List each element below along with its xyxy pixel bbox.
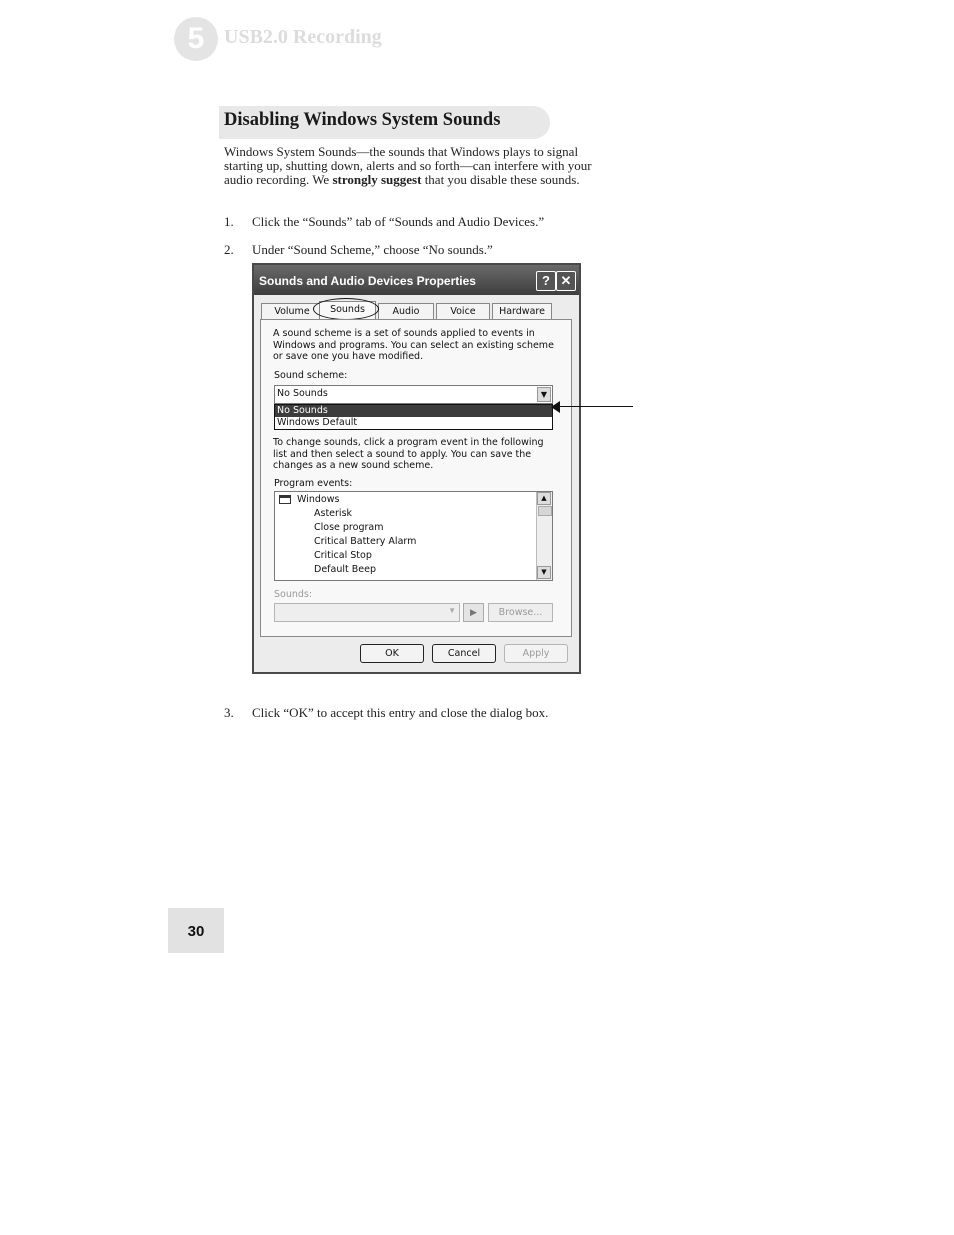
events-scrollbar[interactable] [536,492,552,580]
scheme-description: A sound scheme is a set of sounds applied to events in Windows and programs. You can select an existing scheme or save one you have modified. [273,328,554,363]
chapter-title: USB2.0 Recording [224,26,382,48]
tab-voice[interactable]: Voice [436,303,490,319]
step-number: 3. [224,705,234,720]
step-3 [224,705,548,721]
step-number: 2. [224,242,234,257]
sound-scheme-value: No Sounds [277,388,328,399]
section-heading: Disabling Windows System Sounds [224,110,501,130]
dialog-title: Sounds and Audio Devices Properties [259,274,476,288]
browse-button[interactable]: Browse... [488,603,553,622]
apply-button[interactable]: Apply [504,644,568,663]
tab-volume[interactable]: Volume [261,303,323,319]
tab-audio[interactable]: Audio [378,303,434,319]
step-1 [224,214,544,230]
help-button[interactable]: ? [536,271,556,291]
step-2 [224,242,493,258]
window-icon [279,495,291,504]
scroll-up-icon[interactable]: ▲ [537,492,551,505]
intro-text: Windows System Sounds—the sounds that Windows plays to signal starting up, shutting down, alerts and so forth—can interfere with your audio recording. We [224,144,592,187]
sound-scheme-select[interactable] [274,385,553,404]
dialog-titlebar [254,265,579,295]
event-item[interactable]: Default Beep [314,564,376,575]
intro-emphasis: strongly suggest [332,172,422,187]
dropdown-option-windows-default[interactable]: Windows Default [277,417,358,428]
change-sounds-text: To change sounds, click a program event in the following list and then select a sound to apply. You can save the changes as a new sound scheme. [273,437,544,472]
event-item[interactable]: Asterisk [314,508,353,519]
step-text: Click “OK” to accept this entry and close the dialog box. [252,705,549,720]
play-sound-button[interactable] [463,603,484,622]
scroll-thumb[interactable] [538,506,552,516]
intro-paragraph [224,145,594,187]
sounds-select[interactable] [274,603,460,622]
step-text: Click the “Sounds” tab of “Sounds and Audio Devices.” [252,214,545,229]
chapter-number-badge: 5 [174,17,218,61]
sounds-label: Sounds: [274,589,313,600]
tab-sounds[interactable]: Sounds [319,301,376,319]
sounds-dialog-screenshot [252,263,581,674]
event-group-windows[interactable]: Windows [297,494,340,505]
event-item[interactable]: Critical Stop [314,550,372,561]
sounds-tab-highlight-circle [313,298,379,320]
chevron-down-icon: ▼ [448,606,456,615]
play-icon: ▶ [470,607,477,617]
intro-text-end: that you disable these sounds. [421,172,580,187]
callout-arrow-head [551,401,560,413]
cancel-button[interactable]: Cancel [432,644,496,663]
program-events-label: Program events: [274,478,353,489]
dropdown-option-no-sounds[interactable]: No Sounds [275,405,552,417]
step-text: Under “Sound Scheme,” choose “No sounds.” [252,242,493,257]
event-item[interactable]: Close program [314,522,384,533]
program-events-list[interactable] [274,491,553,581]
step-number: 1. [224,214,234,229]
close-button[interactable]: ✕ [556,271,576,291]
ok-button[interactable]: OK [360,644,424,663]
page-number: 30 [168,908,224,953]
scroll-down-icon[interactable]: ▼ [537,566,551,579]
event-item[interactable]: Critical Battery Alarm [314,536,417,547]
tab-hardware[interactable]: Hardware [492,303,552,319]
sound-scheme-label: Sound scheme: [274,370,348,381]
dialog-body [254,265,579,672]
sound-scheme-dropdown [274,404,553,430]
callout-arrow-line [556,406,633,407]
chevron-down-icon[interactable]: ▼ [537,387,551,402]
